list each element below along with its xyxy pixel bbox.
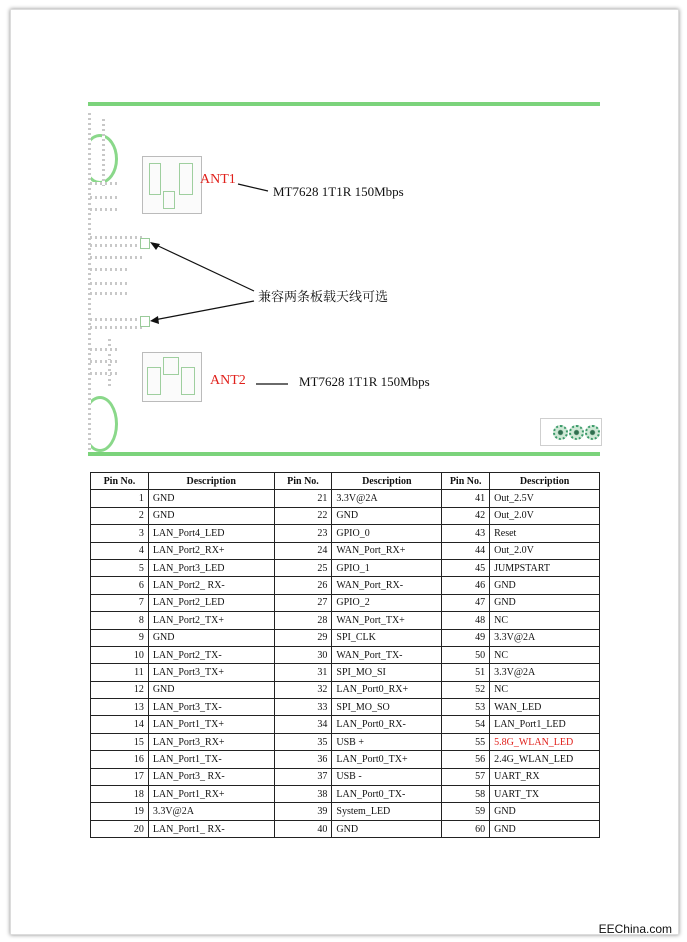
pin-number: 34 [274,716,332,733]
pin-description: LAN_Port2_RX+ [148,542,274,559]
pin-description: 3.3V@2A [148,803,274,820]
pin-description: SPI_MO_SI [332,664,442,681]
ant2-label: ANT2 [210,373,246,388]
pin-description: 3.3V@2A [490,629,600,646]
pin-description: LAN_Port2_TX- [148,646,274,663]
pin-description: SPI_CLK [332,629,442,646]
table-row [91,629,600,646]
pin-description: SPI_MO_SO [332,699,442,716]
pin-description: Out_2.5V [490,490,600,507]
pin-description: LAN_Port1_TX- [148,751,274,768]
table-row [91,594,600,611]
table-row [91,507,600,524]
pin-number: 45 [442,559,490,576]
table-row [91,681,600,698]
footer-brand: EEChina.com [598,922,672,936]
pin-description: GND [148,507,274,524]
pin-number: 40 [274,820,332,837]
pin-description: Out_2.0V [490,542,600,559]
pin-number: 49 [442,629,490,646]
gear-icon [553,425,568,440]
pin-number: 6 [91,577,149,594]
pin-description: GND [332,507,442,524]
pin-number: 17 [91,768,149,785]
pin-number: 54 [442,716,490,733]
pin-description: GND [490,820,600,837]
pin-description: LAN_Port0_TX- [332,786,442,803]
pin-number: 19 [91,803,149,820]
pin-description: System_LED [332,803,442,820]
pin-description: LAN_Port3_ RX- [148,768,274,785]
pin-number: 7 [91,594,149,611]
annotation-arrows [88,96,600,458]
pin-table-header [91,473,600,490]
pin-number: 50 [442,646,490,663]
table-row [91,542,600,559]
pin-description: LAN_Port2_ RX- [148,577,274,594]
pin-number: 16 [91,751,149,768]
pin-description: NC [490,646,600,663]
table-row [91,786,600,803]
pin-number: 4 [91,542,149,559]
pin-number: 18 [91,786,149,803]
gear-icon [569,425,584,440]
pin-description: GPIO_0 [332,525,442,542]
pin-number: 56 [442,751,490,768]
pin-number: 1 [91,490,149,507]
pin-no-header: Pin No. [274,473,332,490]
pin-description: Reset [490,525,600,542]
pin-table-body [91,490,600,838]
pin-description: USB - [332,768,442,785]
pin-number: 52 [442,681,490,698]
pin-no-header: Pin No. [442,473,490,490]
pin-number: 53 [442,699,490,716]
pin-description: LAN_Port2_LED [148,594,274,611]
table-row [91,699,600,716]
pin-description: NC [490,681,600,698]
pin-number: 15 [91,733,149,750]
pin-number: 60 [442,820,490,837]
pin-number: 33 [274,699,332,716]
gear-icon [585,425,600,440]
pin-number: 59 [442,803,490,820]
table-row [91,646,600,663]
pin-number: 35 [274,733,332,750]
pin-number: 23 [274,525,332,542]
pin-description: WAN_Port_TX- [332,646,442,663]
table-row [91,733,600,750]
pin-number: 32 [274,681,332,698]
pin-number: 11 [91,664,149,681]
pin-number: 14 [91,716,149,733]
pin-description: LAN_Port1_ RX- [148,820,274,837]
pin-no-header: Pin No. [91,473,149,490]
pin-description: LAN_Port0_TX+ [332,751,442,768]
pin-number: 51 [442,664,490,681]
pin-description: WAN_Port_RX+ [332,542,442,559]
pin-description: WAN_LED [490,699,600,716]
pin-number: 5 [91,559,149,576]
pin-description: LAN_Port3_TX+ [148,664,274,681]
pin-description: JUMPSTART [490,559,600,576]
pin-description: UART_RX [490,768,600,785]
pin-description: LAN_Port1_LED [490,716,600,733]
pin-number: 3 [91,525,149,542]
pin-description: 5.8G_WLAN_LED [490,733,600,750]
pin-description: LAN_Port1_RX+ [148,786,274,803]
pin-number: 30 [274,646,332,663]
pin-description: LAN_Port4_LED [148,525,274,542]
pin-number: 29 [274,629,332,646]
description-header: Description [332,473,442,490]
pin-number: 13 [91,699,149,716]
pin-number: 26 [274,577,332,594]
pin-number: 47 [442,594,490,611]
shared-antenna-note: 兼容两条板载天线可选 [258,290,389,305]
pin-description: Out_2.0V [490,507,600,524]
table-row [91,664,600,681]
pin-description: GND [490,577,600,594]
pin-number: 38 [274,786,332,803]
table-row [91,612,600,629]
pin-description: LAN_Port0_RX- [332,716,442,733]
table-row [91,577,600,594]
ant2-chip-label: MT7628 1T1R 150Mbps [299,374,430,389]
pin-number: 8 [91,612,149,629]
table-row [91,716,600,733]
pin-description: GPIO_1 [332,559,442,576]
pin-number: 9 [91,629,149,646]
pin-number: 55 [442,733,490,750]
pin-number: 57 [442,768,490,785]
pin-description: USB + [332,733,442,750]
table-row [91,803,600,820]
pin-number: 2 [91,507,149,524]
pin-description: GPIO_2 [332,594,442,611]
pin-description: 3.3V@2A [490,664,600,681]
pin-description: LAN_Port3_LED [148,559,274,576]
pin-description: NC [490,612,600,629]
table-row [91,768,600,785]
component-group [540,418,602,446]
pin-number: 41 [442,490,490,507]
pin-number: 42 [442,507,490,524]
pin-number: 25 [274,559,332,576]
pin-description: LAN_Port3_TX- [148,699,274,716]
pin-description: LAN_Port0_RX+ [332,681,442,698]
pin-description: WAN_Port_TX+ [332,612,442,629]
table-row [91,751,600,768]
pin-table [90,472,600,838]
description-header: Description [490,473,600,490]
description-header: Description [148,473,274,490]
table-row [91,559,600,576]
pin-number: 12 [91,681,149,698]
pin-description: GND [490,594,600,611]
pin-number: 24 [274,542,332,559]
pin-number: 46 [442,577,490,594]
pin-description: GND [332,820,442,837]
pin-number: 10 [91,646,149,663]
ant1-chip-label: MT7628 1T1R 150Mbps [273,184,404,199]
pin-description: GND [148,629,274,646]
pin-description: 3.3V@2A [332,490,442,507]
pin-number: 44 [442,542,490,559]
pin-number: 39 [274,803,332,820]
pin-number: 31 [274,664,332,681]
pin-number: 58 [442,786,490,803]
table-row [91,820,600,837]
pin-description: 2.4G_WLAN_LED [490,751,600,768]
pin-description: WAN_Port_RX- [332,577,442,594]
pin-description: LAN_Port1_TX+ [148,716,274,733]
pin-number: 36 [274,751,332,768]
pin-description: GND [148,681,274,698]
pin-number: 21 [274,490,332,507]
pin-description: GND [490,803,600,820]
pin-description: LAN_Port3_RX+ [148,733,274,750]
pin-description: LAN_Port2_TX+ [148,612,274,629]
pin-description: UART_TX [490,786,600,803]
pin-number: 48 [442,612,490,629]
pin-number: 37 [274,768,332,785]
pin-number: 43 [442,525,490,542]
table-row [91,525,600,542]
table-row [91,490,600,507]
pin-number: 22 [274,507,332,524]
pin-number: 28 [274,612,332,629]
pin-description: GND [148,490,274,507]
pin-number: 20 [91,820,149,837]
ant1-label: ANT1 [200,172,236,187]
pcb-diagram [88,96,600,458]
pin-number: 27 [274,594,332,611]
